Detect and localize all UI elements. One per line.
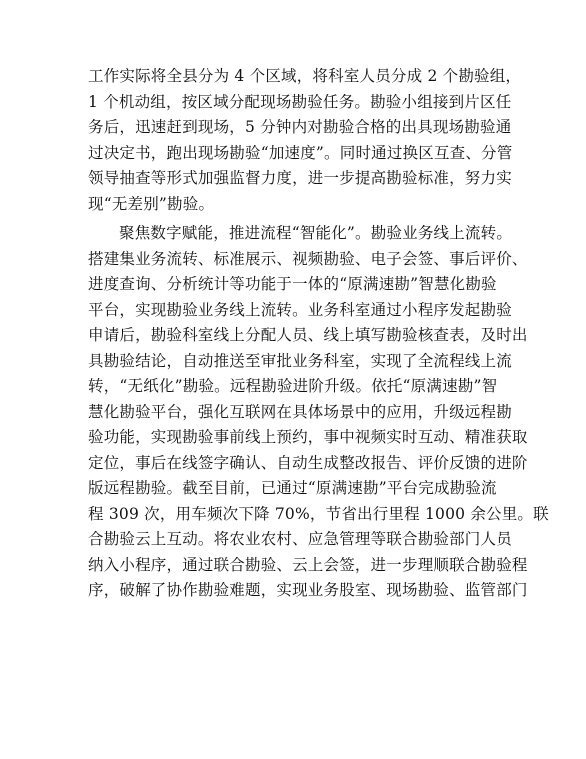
text-line: 慧化勘验平台，强化互联网在具体场景中的应用，升级远程勘 xyxy=(88,402,512,421)
text-line: 序，破解了协作勘验难题，实现业务股室、现场勘验、监管部门 xyxy=(88,581,528,599)
text-line: 转，“无纸化”勘验。远程勘验进阶升级。依托“原满速勘”智 xyxy=(88,377,498,395)
text-line: 具勘验结论，自动推送至审批业务科室，实现了全流程线上流 xyxy=(88,351,512,370)
text-line: 领导抽查等形式加强监督力度，进一步提高勘验标准，努力实 xyxy=(88,169,512,187)
text-line: 搭建集业务流转、标准展示、视频勘验、电子会签、事后评价、 xyxy=(88,249,528,268)
text-line: 工作实际将全县分为 4 个区域，将科室人员分成 2 个勘验组， xyxy=(88,67,522,85)
text-line: 验功能，实现勘验事前线上预约，事中视频实时互动、精准获取 xyxy=(88,428,528,446)
text-line: 程 309 次，用车频次下降 70%，节省出行里程 1000 余公里。联 xyxy=(88,504,549,523)
text-line: 进度查询、分析统计等功能于一体的“原满速勘”智慧化勘验 xyxy=(88,275,497,293)
text-line: 申请后，勘验科室线上分配人员、线上填写勘验核查表，及时出 xyxy=(88,326,528,344)
text-line: 定位，事后在线签字确认、自动生成整改报告、评价反馈的进阶 xyxy=(88,453,528,472)
text-line: 纳入小程序，通过联合勘验、云上会签，进一步理顺联合勘验程 xyxy=(88,555,528,574)
text-line: 现“无差别”勘验。 xyxy=(88,194,215,213)
paragraph-2 xyxy=(88,221,549,604)
text-line: 版远程勘验。截至目前，已通过“原满速勘”平台完成勘验流 xyxy=(88,479,497,497)
text-line: 务后，迅速赶到现场，5 分钟内对勘验合格的出具现场勘验通 xyxy=(88,118,512,136)
text-line: 合勘验云上互动。将农业农村、应急管理等联合勘验部门人员 xyxy=(88,530,512,548)
text-line: 过决定书，跑出现场勘验“加速度”。同时通过换区互查、分管 xyxy=(88,143,513,162)
document-body xyxy=(88,64,549,604)
text-line: 1 个机动组，按区域分配现场勘验任务。勘验小组接到片区任 xyxy=(88,92,512,111)
paragraph-1 xyxy=(88,64,522,217)
text-line: 平台，实现勘验业务线上流转。业务科室通过小程序发起勘验 xyxy=(88,300,512,319)
text-line: 聚焦数字赋能，推进流程“智能化”。勘验业务线上流转。 xyxy=(119,224,513,242)
